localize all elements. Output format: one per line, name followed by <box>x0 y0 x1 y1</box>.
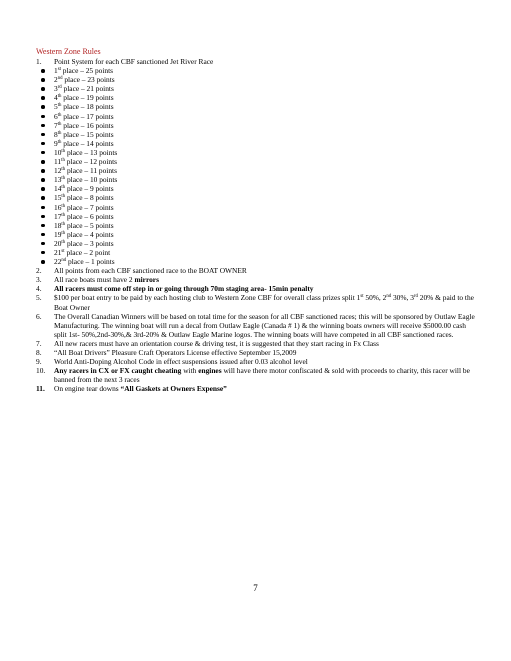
place-points: place – 7 points <box>65 202 114 212</box>
bullet-icon <box>41 69 45 73</box>
place-points: place – 15 points <box>61 129 114 139</box>
rule-text: 50%, 2 <box>363 293 387 303</box>
points-list-item <box>36 193 478 202</box>
bullet-icon <box>41 196 45 200</box>
rule-item-2 <box>36 266 478 275</box>
points-list-item <box>36 84 478 93</box>
ordinal-suffix: rd <box>413 294 418 300</box>
place-number: 22 <box>54 257 62 267</box>
points-list-item <box>36 221 478 230</box>
place-number: 11 <box>54 157 62 167</box>
ordinal-suffix: rd <box>57 85 62 91</box>
place-points: place – 23 points <box>62 75 115 85</box>
points-list-item <box>36 121 478 130</box>
place-points: place – 6 points <box>65 211 114 221</box>
ordinal-suffix: th <box>61 176 66 182</box>
ordinal-suffix: th <box>61 167 66 173</box>
points-list-item <box>36 230 478 239</box>
rule-text: All new racers must have an orientation course & driving test, it is suggested that they start racing in Fx Class <box>54 338 379 348</box>
rule-item-10 <box>36 366 478 384</box>
bullet-icon <box>41 160 45 164</box>
place-points: place – 11 points <box>65 166 117 176</box>
ordinal-suffix: th <box>57 130 62 136</box>
ordinal-suffix: th <box>61 194 66 200</box>
place-number: 14 <box>54 184 62 194</box>
points-list <box>36 66 478 266</box>
place-points: place – 9 points <box>65 184 114 194</box>
place-points: place – 17 points <box>61 111 114 121</box>
rule-text: The Overall Canadian Winners will be based on total time for the season for all CBF sanctioned races; this will be sponsored by Outlaw Eagle Manufacturing. The winning boat will run a decal from Outlaw Eagle (Canada # 1) & the winning boats owners will receive $5000.00 cash split 1st- 50%,2nd-30%,& 3rd-20% & Outlaw Eagle Marine logos. The winning boats will have competed in all CBF sanctioned races. <box>54 311 475 339</box>
place-points: place – 3 points <box>65 238 114 248</box>
points-list-item <box>36 239 478 248</box>
rule-number: 4. <box>36 284 42 294</box>
ordinal-suffix: th <box>57 139 62 145</box>
points-list-item <box>36 212 478 221</box>
rule-text: with <box>181 366 199 376</box>
bullet-icon <box>41 142 45 146</box>
rule-bold-text: All racers must come off step in or going through 70m staging area- 15min penalty <box>54 284 314 294</box>
points-list-item <box>36 148 478 157</box>
points-list-item <box>36 130 478 139</box>
ordinal-suffix: st <box>61 248 65 254</box>
bullet-icon <box>41 233 45 237</box>
ordinal-suffix: th <box>61 148 66 154</box>
place-points: place – 18 points <box>61 102 114 112</box>
rules-list <box>36 57 478 393</box>
place-points: place – 10 points <box>65 175 118 185</box>
ordinal-suffix: th <box>57 121 62 127</box>
rule-item-7 <box>36 339 478 348</box>
place-number: 19 <box>54 229 62 239</box>
place-points: place – 8 points <box>65 193 114 203</box>
rule-number: 6. <box>36 311 42 321</box>
place-number: 13 <box>54 175 62 185</box>
rule-text: All race boats must have 2 <box>54 275 135 285</box>
rule-number: 10. <box>36 366 46 376</box>
points-list-item <box>36 112 478 121</box>
place-points: place – 25 points <box>60 66 114 76</box>
rule-text: 30%, 3 <box>391 293 414 303</box>
points-list-item <box>36 66 478 75</box>
ordinal-suffix: th <box>61 239 66 245</box>
place-number: 20 <box>54 238 62 248</box>
place-number: 18 <box>54 220 62 230</box>
points-list-item <box>36 93 478 102</box>
points-list-item <box>36 139 478 148</box>
place-points: place – 12 points <box>64 157 117 167</box>
place-points: place – 13 points <box>65 147 118 157</box>
ordinal-suffix: st <box>360 294 364 300</box>
rule-item-9 <box>36 357 478 366</box>
place-points: place – 21 points <box>61 84 114 94</box>
page-number: 7 <box>253 583 258 593</box>
bullet-icon <box>41 251 45 255</box>
rule-item-4 <box>36 284 478 293</box>
bullet-icon <box>41 133 45 137</box>
points-list-item <box>36 248 478 257</box>
bullet-icon <box>41 96 45 100</box>
bullet-icon <box>41 78 45 82</box>
ordinal-suffix: th <box>61 212 66 218</box>
points-list-item <box>36 102 478 111</box>
bullet-icon <box>41 215 45 219</box>
rule-bold-text: “All Gaskets at Owners Expense” <box>120 384 227 394</box>
rule-number: 9. <box>36 357 42 367</box>
rule-item-8 <box>36 348 478 357</box>
ordinal-suffix: nd <box>57 76 63 82</box>
place-number: 17 <box>54 211 62 221</box>
rule-bold-text: engines <box>198 366 222 376</box>
bullet-icon <box>41 260 45 264</box>
place-points: place – 5 points <box>65 220 114 230</box>
rule-text: $100 per boat entry to be paid by each hosting club to Western Zone CBF for overall class prizes split 1 <box>54 293 361 303</box>
points-list-item <box>36 203 478 212</box>
bullet-icon <box>41 242 45 246</box>
rule-item-11 <box>36 384 478 393</box>
place-number: 3 <box>54 84 58 94</box>
place-number: 5 <box>54 102 58 112</box>
bullet-icon <box>41 169 45 173</box>
rule-text: “All Boat Drivers” Pleasure Craft Operators License effective September 15,2009 <box>54 348 297 357</box>
place-number: 6 <box>54 111 58 121</box>
place-number: 7 <box>54 120 58 130</box>
rule-text: On engine tear downs <box>54 384 121 394</box>
place-points: place – 14 points <box>61 138 114 148</box>
points-list-item <box>36 157 478 166</box>
place-number: 2 <box>54 75 58 85</box>
ordinal-suffix: th <box>57 112 62 118</box>
bullet-icon <box>41 187 45 191</box>
place-number: 9 <box>54 138 58 148</box>
place-points: place – 1 points <box>66 257 115 267</box>
rule-bold-text: Any racers in CX or FX caught cheating <box>54 366 182 376</box>
rule-number: 3. <box>36 275 42 285</box>
place-number: 21 <box>54 247 62 257</box>
bullet-icon <box>41 151 45 155</box>
place-number: 4 <box>54 93 58 103</box>
points-list-item <box>36 257 478 266</box>
place-number: 16 <box>54 202 62 212</box>
place-points: place – 2 point <box>64 247 111 257</box>
ordinal-suffix: th <box>57 94 62 100</box>
ordinal-suffix: nd <box>61 258 67 264</box>
bullet-icon <box>41 206 45 210</box>
rule-item-1 <box>36 57 478 66</box>
ordinal-suffix: th <box>61 230 66 236</box>
ordinal-suffix: th <box>61 203 66 209</box>
rule-number: 7. <box>36 338 42 348</box>
ordinal-suffix: th <box>61 185 66 191</box>
place-number: 15 <box>54 193 62 203</box>
place-number: 10 <box>54 147 62 157</box>
ordinal-suffix: th <box>61 221 66 227</box>
rule-number: 11. <box>36 384 45 394</box>
rule-text: World Anti-Doping Alcohol Code in effect suspensions issued after 0.03 alcohol level <box>54 357 308 367</box>
bullet-icon <box>41 115 45 119</box>
document-title: Western Zone Rules <box>36 47 101 56</box>
place-number: 1 <box>54 66 58 76</box>
place-points: place – 4 points <box>65 229 114 239</box>
rule-number: 8. <box>36 348 42 357</box>
bullet-icon <box>41 178 45 182</box>
rule-bold-text: mirrors <box>134 275 159 285</box>
rule-item-6 <box>36 312 478 339</box>
ordinal-suffix: st <box>57 67 61 73</box>
points-list-item <box>36 184 478 193</box>
rule-text: Point System for each CBF sanctioned Jet River Race <box>54 57 214 66</box>
rule-text: will have there motor confiscated & sold with proceeds to charity, this racer will be banned from the next 3 races <box>54 366 470 385</box>
place-number: 8 <box>54 129 58 139</box>
place-number: 12 <box>54 166 62 176</box>
rule-item-3 <box>36 275 478 284</box>
points-list-item <box>36 166 478 175</box>
rule-number: 5. <box>36 293 42 303</box>
rule-number: 1. <box>36 57 42 66</box>
place-points: place – 19 points <box>61 93 114 103</box>
points-list-item <box>36 75 478 84</box>
ordinal-suffix: th <box>61 158 65 164</box>
place-points: place – 16 points <box>61 120 114 130</box>
bullet-icon <box>41 87 45 91</box>
rule-text: 20% & paid to the Boat Owner <box>54 293 474 312</box>
bullet-icon <box>41 105 45 109</box>
rule-item-5 <box>36 293 478 311</box>
rule-number: 2. <box>36 266 42 276</box>
bullet-icon <box>41 124 45 128</box>
ordinal-suffix: th <box>57 103 62 109</box>
rule-text: All points from each CBF sanctioned race to the BOAT OWNER <box>54 266 247 276</box>
points-list-item <box>36 175 478 184</box>
ordinal-suffix: nd <box>386 294 392 300</box>
bullet-icon <box>41 224 45 228</box>
